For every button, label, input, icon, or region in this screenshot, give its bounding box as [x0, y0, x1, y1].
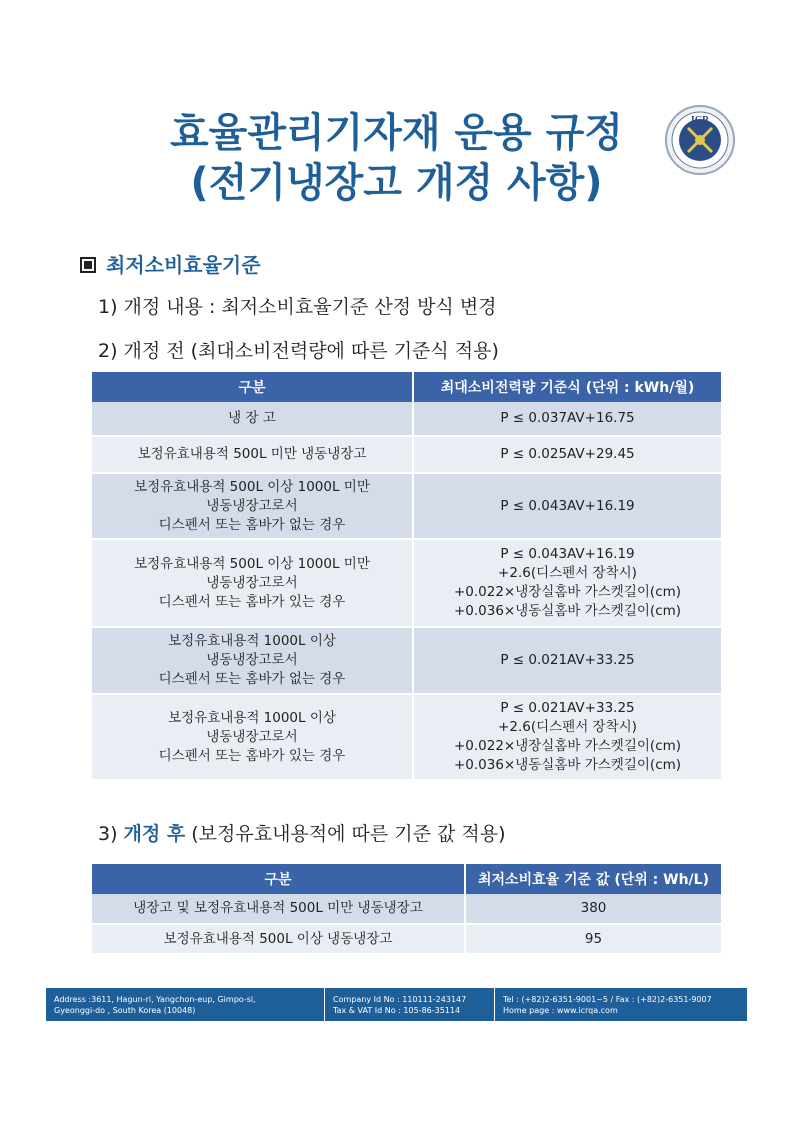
- item-1-number: 1): [98, 296, 118, 318]
- table-row: [92, 894, 721, 924]
- formula-cell: P ≤ 0.025AV+29.45: [413, 436, 721, 473]
- footer-company-ids: Company Id No : 110111-243147 Tax & VAT Id No : 105-86-35114: [324, 988, 494, 1021]
- value-cell: 380: [465, 894, 721, 924]
- category-cell: 보정유효내용적 500L 이상 1000L 미만 냉동냉장고로서 디스펜서 또는 홈바가 있는 경우: [92, 539, 413, 627]
- formula-cell: P ≤ 0.043AV+16.19 +2.6(디스펜서 장착시) +0.022×냉장실홈바 가스켓길이(cm) +0.036×냉동실홈바 가스켓길이(cm): [413, 539, 721, 627]
- formula-cell: P ≤ 0.043AV+16.19: [413, 473, 721, 539]
- footer-contact: Tel : (+82)2-6351-9001~5 / Fax : (+82)2-6351-9007 Home page : www.icrqa.com: [494, 988, 747, 1021]
- table-row: [92, 627, 721, 694]
- item-3-number: 3): [98, 823, 118, 845]
- icr-logo: [664, 104, 736, 176]
- formula-cell: P ≤ 0.021AV+33.25 +2.6(디스펜서 장착시) +0.022×냉장실홈바 가스켓길이(cm) +0.036×냉동실홈바 가스켓길이(cm): [413, 694, 721, 780]
- table-row: [92, 539, 721, 627]
- formula-cell: P ≤ 0.021AV+33.25: [413, 627, 721, 694]
- category-cell: 보정유효내용적 1000L 이상 냉동냉장고로서 디스펜서 또는 홈바가 없는 경우: [92, 627, 413, 694]
- item-2-number: 2): [98, 340, 118, 362]
- formula-cell: P ≤ 0.037AV+16.75: [413, 402, 721, 436]
- table-row: [92, 402, 721, 436]
- section-heading: [80, 249, 261, 278]
- footer-address: Address :3611, Hagun-ri, Yangchon-eup, Gimpo-si, Gyeonggi-do , South Korea (10048): [54, 995, 256, 1015]
- item-1: [98, 292, 497, 319]
- table-header-value: 최저소비효율 기준 값 (단위 : Wh/L): [465, 864, 721, 894]
- category-cell: 보정유효내용적 500L 이상 냉동냉장고: [92, 924, 465, 954]
- category-cell: 냉 장 고: [92, 402, 413, 436]
- table-row: [92, 694, 721, 780]
- item-3-text: (보정유효내용적에 따른 기준 값 적용): [185, 823, 506, 845]
- table-header-row: [92, 372, 721, 402]
- title-line-2: (전기냉장고 개정 사항): [190, 160, 603, 206]
- table-header-category: 구분: [92, 864, 465, 894]
- category-cell: 냉장고 및 보정유효내용적 500L 미만 냉동냉장고: [92, 894, 465, 924]
- logo-text: ICR: [690, 115, 710, 126]
- title-line-1: 효율관리기자재 운용 규정: [170, 110, 623, 156]
- category-cell: 보정유효내용적 1000L 이상 냉동냉장고로서 디스펜서 또는 홈바가 있는 경우: [92, 694, 413, 780]
- table-row: [92, 473, 721, 539]
- footer-bar: [46, 988, 747, 1021]
- table-row: [92, 436, 721, 473]
- table-header-category: 구분: [92, 372, 413, 402]
- pre-revision-table: [92, 372, 721, 781]
- item-3: [98, 819, 506, 846]
- post-revision-table: [92, 864, 721, 955]
- category-cell: 보정유효내용적 500L 미만 냉동냉장고: [92, 436, 413, 473]
- section-heading-text: 최저소비효율기준: [106, 253, 261, 277]
- category-cell: 보정유효내용적 500L 이상 1000L 미만 냉동냉장고로서 디스펜서 또는 홈바가 없는 경우: [92, 473, 413, 539]
- table-header-row: [92, 864, 721, 894]
- value-cell: 95: [465, 924, 721, 954]
- item-2: [98, 336, 499, 363]
- square-bullet-icon: [80, 257, 96, 273]
- table-row: [92, 924, 721, 954]
- table-header-formula: 최대소비전력량 기준식 (단위 : kWh/월): [413, 372, 721, 402]
- item-1-text: 개정 내용 : 최저소비효율기준 산정 방식 변경: [123, 296, 497, 318]
- item-3-emphasis: 개정 후: [123, 823, 186, 845]
- item-2-text: 개정 전 (최대소비전력량에 따른 기준식 적용): [123, 340, 499, 362]
